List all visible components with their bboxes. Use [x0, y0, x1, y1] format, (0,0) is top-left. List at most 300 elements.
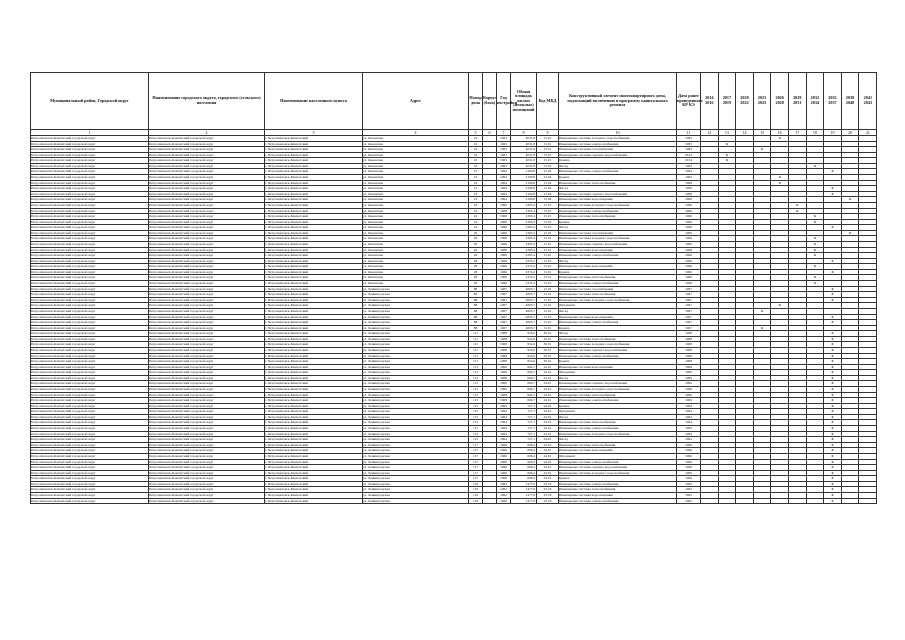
municipality-cell: Петропавловск-Камчатский городской округ: [31, 169, 149, 175]
house-number-cell: 28: [469, 258, 483, 264]
municipality-cell: Петропавловск-Камчатский городской округ: [31, 163, 149, 169]
mkd-code-cell: 15.01: [537, 286, 559, 292]
year-cell: 1966: [497, 247, 511, 253]
area-cell: 2365,4: [511, 241, 537, 247]
house-number-cell: 88: [469, 320, 483, 326]
period-mark: X: [771, 175, 789, 181]
address-cell: ул. Океанская: [363, 247, 469, 253]
element-cell: Инженерные системы электроснабжения: [559, 426, 677, 432]
address-cell: ул. Океанская: [363, 152, 469, 158]
settlement-cell: Петропавловск-Камчатский городской округ: [149, 387, 265, 393]
mkd-code-cell: 24.01: [537, 465, 559, 471]
municipality-cell: Петропавловск-Камчатский городской округ: [31, 320, 149, 326]
header-period: 2023 2025: [753, 73, 771, 130]
house-number-cell: 28: [469, 269, 483, 275]
address-cell: ул. Океанская: [363, 202, 469, 208]
year-cell: 1967: [497, 320, 511, 326]
element-cell: Инженерные системы теплоснабжения: [559, 420, 677, 426]
last-repair-cell: 1966: [677, 247, 701, 253]
municipality-cell: Петропавловск-Камчатский городской округ: [31, 191, 149, 197]
year-cell: 1968: [497, 359, 511, 365]
address-cell: ул. Океанская: [363, 269, 469, 275]
house-number-cell: 24: [469, 219, 483, 225]
settlement-cell: Петропавловск-Камчатский городской округ: [149, 253, 265, 259]
mkd-code-cell: 15.01: [537, 136, 559, 142]
period-cell: [771, 498, 789, 504]
area-cell: 2160,8: [511, 191, 537, 197]
settlement-cell: Петропавловск-Камчатский городской округ: [149, 493, 265, 499]
address-cell: ул. Ленинградская: [363, 448, 469, 454]
element-cell: Фасад: [559, 437, 677, 443]
period-cell: [753, 498, 771, 504]
address-cell: ул. Ленинградская: [363, 292, 469, 298]
header-building: Корпус (блок): [483, 73, 497, 130]
locality-cell: г. Петропавловск-Камчатский: [265, 169, 363, 175]
area-cell: 696,4: [511, 448, 537, 454]
mkd-code-cell: 15.01: [537, 247, 559, 253]
element-cell: Инженерные системы теплоснабжения: [559, 292, 677, 298]
area-cell: 727,1: [511, 403, 537, 409]
year-cell: 1968: [497, 353, 511, 359]
header-period: 2026 2028: [771, 73, 789, 130]
area-cell: 1477,9: [511, 481, 537, 487]
locality-cell: г. Петропавловск-Камчатский: [265, 493, 363, 499]
locality-cell: г. Петропавловск-Камчатский: [265, 420, 363, 426]
element-cell: Инженерные системы холодного водоснабжения: [559, 136, 677, 142]
header-period: 2017 2019: [718, 73, 736, 130]
settlement-cell: Петропавловск-Камчатский городской округ: [149, 202, 265, 208]
element-cell: Крыша: [559, 158, 677, 164]
address-cell: ул. Океанская: [363, 258, 469, 264]
column-number: 11: [677, 130, 701, 136]
year-cell: 1966: [497, 230, 511, 236]
area-cell: 696,4: [511, 465, 537, 471]
year-cell: 1967: [497, 325, 511, 331]
mkd-code-cell: 24.01: [537, 398, 559, 404]
last-repair-cell: 1968: [677, 347, 701, 353]
year-cell: 1966: [497, 269, 511, 275]
municipality-cell: Петропавловск-Камчатский городской округ: [31, 258, 149, 264]
last-repair-cell: 1966: [677, 230, 701, 236]
last-repair-cell: 1966: [677, 269, 701, 275]
year-cell: 1964: [497, 420, 511, 426]
municipality-cell: Петропавловск-Камчатский городской округ: [31, 225, 149, 231]
last-repair-cell: 1966: [677, 275, 701, 281]
area-cell: 727,1: [511, 420, 537, 426]
area-cell: 1477,9: [511, 498, 537, 504]
mkd-code-cell: 25.18: [537, 493, 559, 499]
address-cell: ул. Ленинградская: [363, 426, 469, 432]
area-cell: 696,4: [511, 453, 537, 459]
period-mark: X: [824, 186, 842, 192]
last-repair-cell: 1968: [677, 191, 701, 197]
last-repair-cell: 2014: [677, 152, 701, 158]
element-cell: Инженерные системы теплоснабжения: [559, 275, 677, 281]
house-number-cell: 88: [469, 297, 483, 303]
house-number-cell: 26: [469, 241, 483, 247]
settlement-cell: Петропавловск-Камчатский городской округ: [149, 392, 265, 398]
municipality-cell: Петропавловск-Камчатский городской округ: [31, 202, 149, 208]
period-mark: X: [806, 219, 824, 225]
settlement-cell: Петропавловск-Камчатский городской округ: [149, 431, 265, 437]
settlement-cell: Петропавловск-Камчатский городской округ: [149, 303, 265, 309]
area-cell: 4605,7: [511, 297, 537, 303]
period-cell: [701, 498, 719, 504]
address-cell: ул. Ленинградская: [363, 387, 469, 393]
period-cell: [841, 498, 859, 504]
address-cell: ул. Ленинградская: [363, 331, 469, 337]
settlement-cell: Петропавловск-Камчатский городской округ: [149, 169, 265, 175]
last-repair-cell: 1983: [677, 136, 701, 142]
column-number: 12: [701, 130, 719, 136]
period-mark: X: [824, 493, 842, 499]
mkd-code-cell: 15.04: [537, 169, 559, 175]
house-number-cell: 23: [469, 180, 483, 186]
settlement-cell: Петропавловск-Камчатский городской округ: [149, 320, 265, 326]
municipality-cell: Петропавловск-Камчатский городской округ: [31, 381, 149, 387]
house-number-cell: 26: [469, 236, 483, 242]
house-number-cell: 113: [469, 375, 483, 381]
header-row: [31, 73, 877, 130]
mkd-code-cell: 24.01: [537, 403, 559, 409]
year-cell: 1966: [497, 253, 511, 259]
locality-cell: г. Петропавловск-Камчатский: [265, 275, 363, 281]
house-number-cell: 23: [469, 197, 483, 203]
locality-cell: г. Петропавловск-Камчатский: [265, 414, 363, 420]
mkd-code-cell: 24.01: [537, 459, 559, 465]
area-cell: 2365,4: [511, 219, 537, 225]
element-cell: Крыша: [559, 403, 677, 409]
locality-cell: г. Петропавловск-Камчатский: [265, 426, 363, 432]
area-cell: 694,7: [511, 387, 537, 393]
house-number-cell: 113: [469, 381, 483, 387]
municipality-cell: Петропавловск-Камчатский городской округ: [31, 325, 149, 331]
settlement-cell: Петропавловск-Камчатский городской округ: [149, 426, 265, 432]
header-mkd-code: Код МКД: [537, 73, 559, 130]
municipality-cell: Петропавловск-Камчатский городской округ: [31, 481, 149, 487]
year-cell: 1966: [497, 476, 511, 482]
last-repair-cell: 1969: [677, 387, 701, 393]
house-number-cell: 111: [469, 331, 483, 337]
settlement-cell: Петропавловск-Камчатский городской округ: [149, 264, 265, 270]
municipality-cell: Петропавловск-Камчатский городской округ: [31, 264, 149, 270]
period-mark: X: [824, 409, 842, 415]
header-house-number: Номер дома: [469, 73, 483, 130]
settlement-cell: Петропавловск-Камчатский городской округ: [149, 437, 265, 443]
column-number: 19: [824, 130, 842, 136]
area-cell: 4605,7: [511, 325, 537, 331]
municipality-cell: Петропавловск-Камчатский городской округ: [31, 292, 149, 298]
element-cell: Крыша: [559, 359, 677, 365]
house-number-cell: 88: [469, 308, 483, 314]
year-cell: 1964: [497, 186, 511, 192]
mkd-code-cell: 24.01: [537, 375, 559, 381]
period-mark: X: [824, 420, 842, 426]
address-cell: ул. Ленинградская: [363, 420, 469, 426]
settlement-cell: Петропавловск-Камчатский городской округ: [149, 175, 265, 181]
year-cell: 1966: [497, 202, 511, 208]
address-cell: ул. Ленинградская: [363, 286, 469, 292]
address-cell: ул. Ленинградская: [363, 353, 469, 359]
house-number-cell: 16: [469, 163, 483, 169]
settlement-cell: Петропавловск-Камчатский городской округ: [149, 297, 265, 303]
municipality-cell: Петропавловск-Камчатский городской округ: [31, 420, 149, 426]
last-repair-cell: 1966: [677, 253, 701, 259]
last-repair-cell: 1966: [677, 202, 701, 208]
locality-cell: г. Петропавловск-Камчатский: [265, 481, 363, 487]
locality-cell: г. Петропавловск-Камчатский: [265, 403, 363, 409]
locality-cell: г. Петропавловск-Камчатский: [265, 303, 363, 309]
locality-cell: г. Петропавловск-Камчатский: [265, 236, 363, 242]
last-repair-cell: 1967: [677, 320, 701, 326]
period-mark: X: [753, 308, 771, 314]
address-cell: ул. Океанская: [363, 175, 469, 181]
mkd-code-cell: 15.01: [537, 141, 559, 147]
header-address: Адрес: [363, 73, 469, 130]
settlement-cell: Петропавловск-Камчатский городской округ: [149, 420, 265, 426]
address-cell: ул. Ленинградская: [363, 364, 469, 370]
locality-cell: г. Петропавловск-Камчатский: [265, 331, 363, 337]
mkd-code-cell: 30.01: [537, 347, 559, 353]
period-mark: X: [824, 442, 842, 448]
address-cell: ул. Океанская: [363, 186, 469, 192]
last-repair-cell: 1966: [677, 214, 701, 220]
municipality-cell: Петропавловск-Камчатский городской округ: [31, 241, 149, 247]
period-mark: X: [806, 241, 824, 247]
address-cell: ул. Океанская: [363, 208, 469, 214]
area-cell: 1477,9: [511, 493, 537, 499]
mkd-code-cell: 15.01: [537, 308, 559, 314]
mkd-code-cell: 15.01: [537, 147, 559, 153]
locality-cell: г. Петропавловск-Камчатский: [265, 347, 363, 353]
element-cell: Фасад: [559, 308, 677, 314]
address-cell: ул. Ленинградская: [363, 431, 469, 437]
year-cell: 1968: [497, 331, 511, 337]
municipality-cell: Петропавловск-Камчатский городской округ: [31, 487, 149, 493]
mkd-code-cell: 25.18: [537, 498, 559, 504]
year-cell: 1968: [497, 342, 511, 348]
area-cell: 2365,4: [511, 202, 537, 208]
municipality-cell: Петропавловск-Камчатский городской округ: [31, 281, 149, 287]
locality-cell: г. Петропавловск-Камчатский: [265, 258, 363, 264]
settlement-cell: Петропавловск-Камчатский городской округ: [149, 359, 265, 365]
settlement-cell: Петропавловск-Камчатский городской округ: [149, 136, 265, 142]
period-mark: X: [718, 158, 736, 164]
municipality-cell: Петропавловск-Камчатский городской округ: [31, 297, 149, 303]
last-repair-cell: 1964: [677, 426, 701, 432]
period-mark: X: [824, 465, 842, 471]
address-cell: ул. Ленинградская: [363, 476, 469, 482]
mkd-code-cell: 24.01: [537, 414, 559, 420]
address-cell: ул. Ленинградская: [363, 342, 469, 348]
house-number-cell: 113: [469, 364, 483, 370]
locality-cell: г. Петропавловск-Камчатский: [265, 158, 363, 164]
house-number-cell: 26: [469, 253, 483, 259]
locality-cell: г. Петропавловск-Камчатский: [265, 325, 363, 331]
header-period: 2032 2034: [806, 73, 824, 130]
period-mark: X: [824, 370, 842, 376]
element-cell: Фасад: [559, 258, 677, 264]
period-mark: X: [806, 281, 824, 287]
document-sheet: [30, 72, 876, 504]
element-cell: Инженерные системы электроснабжения: [559, 353, 677, 359]
table-row: [31, 498, 877, 504]
locality-cell: г. Петропавловск-Камчатский: [265, 247, 363, 253]
mkd-code-cell: 25.18: [537, 487, 559, 493]
locality-cell: г. Петропавловск-Камчатский: [265, 136, 363, 142]
mkd-code-cell: 30.01: [537, 336, 559, 342]
municipality-cell: Петропавловск-Камчатский городской округ: [31, 286, 149, 292]
period-mark: X: [824, 398, 842, 404]
year-cell: 1962: [497, 487, 511, 493]
year-cell: 1964: [497, 197, 511, 203]
area-cell: 696,4: [511, 459, 537, 465]
address-cell: ул. Океанская: [363, 158, 469, 164]
element-cell: Инженерные системы горячего водоснабжения: [559, 347, 677, 353]
address-cell: ул. Ленинградская: [363, 336, 469, 342]
settlement-cell: Петропавловск-Камчатский городской округ: [149, 186, 265, 192]
period-cell: [736, 498, 754, 504]
house-number-cell: 24: [469, 208, 483, 214]
locality-cell: г. Петропавловск-Камчатский: [265, 191, 363, 197]
element-cell: Крыша: [559, 219, 677, 225]
header-element: Конструктивный элемент многоквартирного дома, подлежащий включению в программу капитального ремонта: [559, 73, 677, 130]
settlement-cell: Петропавловск-Камчатский городской округ: [149, 281, 265, 287]
house-number-cell: 88: [469, 286, 483, 292]
municipality-cell: Петропавловск-Камчатский городской округ: [31, 147, 149, 153]
column-number: 13: [718, 130, 736, 136]
header-period: 2035 2037: [824, 73, 842, 130]
locality-cell: г. Петропавловск-Камчатский: [265, 253, 363, 259]
year-cell: 1964: [497, 191, 511, 197]
area-cell: 2365,4: [511, 253, 537, 259]
area-cell: 696,4: [511, 476, 537, 482]
header-municipality: Муниципальный район, Городской округ: [31, 73, 149, 130]
element-cell: Фасад: [559, 375, 677, 381]
address-cell: ул. Ленинградская: [363, 297, 469, 303]
area-cell: 2365,4: [511, 247, 537, 253]
year-cell: 1966: [497, 241, 511, 247]
mkd-code-cell: 15.01: [537, 258, 559, 264]
last-repair-cell: 1966: [677, 264, 701, 270]
mkd-code-cell: 15.01: [537, 214, 559, 220]
address-cell: ул. Ленинградская: [363, 398, 469, 404]
mkd-code-cell: 15.01: [537, 219, 559, 225]
settlement-cell: Петропавловск-Камчатский городской округ: [149, 292, 265, 298]
area-cell: 727,1: [511, 409, 537, 415]
year-cell: 1963: [497, 158, 511, 164]
house-number-cell: 119: [469, 487, 483, 493]
column-number: 10: [559, 130, 677, 136]
last-repair-cell: 1966: [677, 219, 701, 225]
last-repair-cell: 1968: [677, 359, 701, 365]
address-cell: ул. Ленинградская: [363, 325, 469, 331]
area-cell: 4031,8: [511, 141, 537, 147]
period-mark: X: [824, 258, 842, 264]
area-cell: 4031,8: [511, 152, 537, 158]
header-period: 2029 2031: [788, 73, 806, 130]
header-period: 2014 2016: [701, 73, 719, 130]
municipality-cell: Петропавловск-Камчатский городской округ: [31, 493, 149, 499]
year-cell: 1966: [497, 470, 511, 476]
locality-cell: г. Петропавловск-Камчатский: [265, 175, 363, 181]
house-number-cell: 21: [469, 169, 483, 175]
locality-cell: г. Петропавловск-Камчатский: [265, 163, 363, 169]
settlement-cell: Петропавловск-Камчатский городской округ: [149, 442, 265, 448]
locality-cell: г. Петропавловск-Камчатский: [265, 292, 363, 298]
element-cell: Фундамент: [559, 370, 677, 376]
last-repair-cell: 1983: [677, 141, 701, 147]
element-cell: Инженерные системы холодного водоснабжения: [559, 342, 677, 348]
address-cell: ул. Ленинградская: [363, 303, 469, 309]
municipality-cell: Петропавловск-Камчатский городской округ: [31, 392, 149, 398]
municipality-cell: Петропавловск-Камчатский городской округ: [31, 247, 149, 253]
address-cell: ул. Океанская: [363, 214, 469, 220]
year-cell: 1966: [497, 459, 511, 465]
mkd-code-cell: 15.01: [537, 202, 559, 208]
address-cell: ул. Океанская: [363, 197, 469, 203]
period-mark: X: [824, 225, 842, 231]
last-repair-cell: 1966: [677, 442, 701, 448]
last-repair-cell: 1966: [677, 459, 701, 465]
address-cell: ул. Ленинградская: [363, 320, 469, 326]
mkd-code-cell: 15.01: [537, 236, 559, 242]
period-mark: X: [824, 342, 842, 348]
last-repair-cell: 1966: [677, 448, 701, 454]
column-number: 21: [859, 130, 877, 136]
locality-cell: г. Петропавловск-Камчатский: [265, 219, 363, 225]
element-cell: Инженерные системы горячего водоснабжения: [559, 381, 677, 387]
period-mark: X: [824, 359, 842, 365]
year-cell: 1964: [497, 175, 511, 181]
element-cell: Инженерные системы водоотведения: [559, 493, 677, 499]
column-number: 6: [483, 130, 497, 136]
house-number-cell: 16: [469, 141, 483, 147]
last-repair-cell: 1966: [677, 236, 701, 242]
mkd-code-cell: 15.01: [537, 269, 559, 275]
mkd-code-cell: 24.01: [537, 453, 559, 459]
last-repair-cell: 1966: [677, 476, 701, 482]
mkd-code-cell: 15.04: [537, 191, 559, 197]
mkd-code-cell: 15.01: [537, 253, 559, 259]
municipality-cell: Петропавловск-Камчатский городской округ: [31, 353, 149, 359]
area-cell: 694,7: [511, 398, 537, 404]
area-cell: 2160,8: [511, 197, 537, 203]
area-cell: 4605,7: [511, 320, 537, 326]
period-mark: X: [824, 414, 842, 420]
settlement-cell: Петропавловск-Камчатский городской округ: [149, 364, 265, 370]
period-mark: X: [718, 152, 736, 158]
element-cell: Инженерные системы электроснабжения: [559, 253, 677, 259]
last-repair-cell: 1969: [677, 381, 701, 387]
municipality-cell: Петропавловск-Камчатский городской округ: [31, 197, 149, 203]
municipality-cell: Петропавловск-Камчатский городской округ: [31, 253, 149, 259]
area-cell: 2365,4: [511, 208, 537, 214]
element-cell: Фасад: [559, 163, 677, 169]
mkd-code-cell: 24.01: [537, 420, 559, 426]
municipality-cell: Петропавловск-Камчатский городской округ: [31, 208, 149, 214]
period-cell: [859, 498, 877, 504]
mkd-code-cell: 24.01: [537, 409, 559, 415]
last-repair-cell: 1967: [677, 303, 701, 309]
address-cell: ул. Океанская: [363, 169, 469, 175]
element-cell: Инженерные системы теплоснабжения: [559, 442, 677, 448]
period-mark: X: [824, 292, 842, 298]
area-cell: 954,6: [511, 342, 537, 348]
house-number-cell: 16: [469, 136, 483, 142]
area-cell: 2365,4: [511, 214, 537, 220]
element-cell: Инженерные системы газоснабжения: [559, 286, 677, 292]
